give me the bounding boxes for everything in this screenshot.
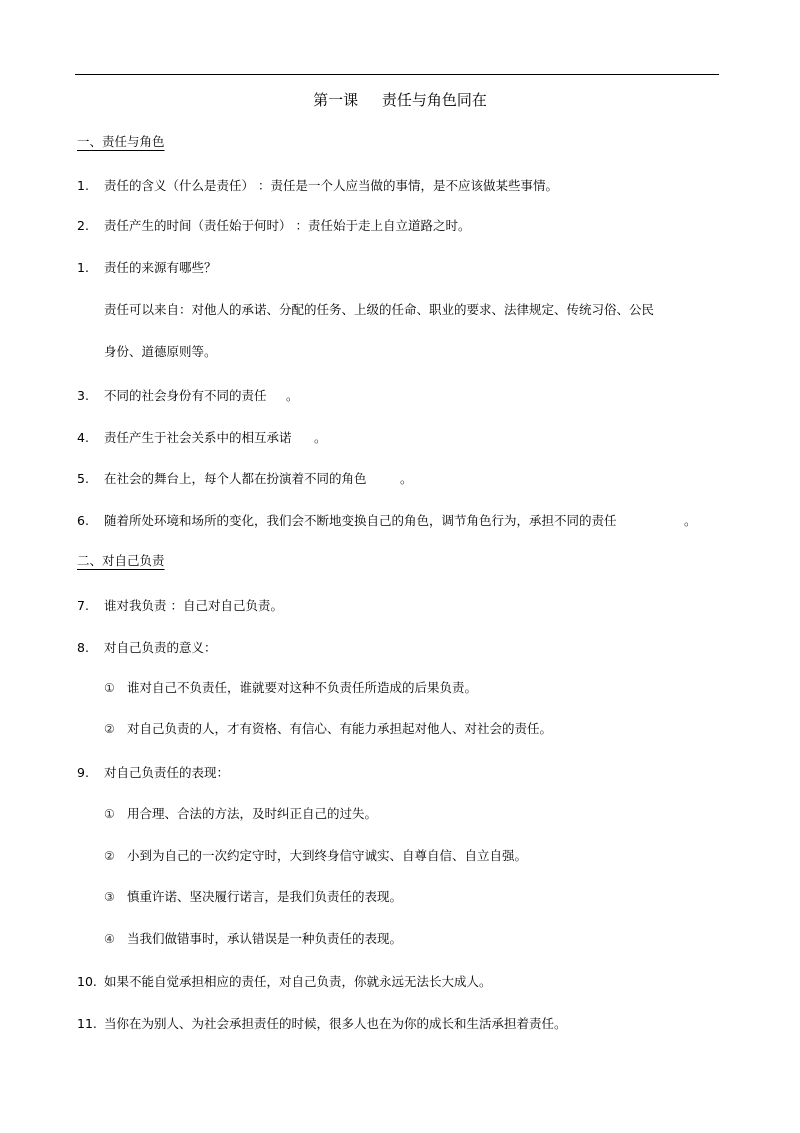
sub-item-text: 慎重许诺、坚决履行诺言，是我们负责任的表现。: [127, 889, 403, 904]
item-text: 当你在为别人、为社会承担责任的时候，很多人也在为你的成长和生活承担着责任。: [104, 1016, 567, 1031]
item-text: 在社会的舞台上，每个人都在扮演着不同的角色: [104, 471, 367, 486]
page-title: 第一课 责任与角色同在: [313, 91, 487, 109]
item-text: 责任产生的时间（责任始于何时） ：责任始于走上自立道路之时。: [104, 218, 471, 233]
sub-item-text: 小到为自己的一次约定守时，大到终身信守诚实、自尊自信、自立自强。: [127, 848, 528, 863]
circled-number: ②: [104, 722, 115, 736]
item-text: 如果不能自觉承担相应的责任，对自己负责，你就永远无法长大成人。: [104, 974, 492, 989]
item-number: 9.: [77, 765, 89, 780]
item-text: 对自己负责的意义：: [104, 640, 217, 655]
section-heading-1: 一、责任与角色: [77, 134, 165, 149]
trailing-period: 。: [684, 513, 697, 528]
item-text: 责任的含义（什么是责任） ：责任是一个人应当做的事情，是不应该做某些事情。: [104, 178, 558, 193]
sub-item-text: 用合理、合法的方法，及时纠正自己的过失。: [127, 806, 378, 821]
item-number: 4.: [77, 430, 89, 445]
circled-number: ③: [104, 890, 115, 904]
item-number: 3.: [77, 388, 89, 403]
trailing-period: 。: [314, 430, 327, 445]
top-rule: [75, 74, 719, 75]
item-text: 对自己负责任的表现：: [104, 765, 230, 780]
paragraph-line: 责任可以来自：对他人的承诺、分配的任务、上级的任命、职业的要求、法律规定、传统习俗、公民: [104, 302, 655, 317]
item-number: 8.: [77, 640, 89, 655]
circled-number: ①: [104, 807, 115, 821]
item-text: 谁对我负责 ：自己对自己负责。: [104, 598, 283, 613]
item-text: 责任产生于社会关系中的相互承诺: [104, 430, 292, 445]
item-text: 随着所处环境和场所的变化，我们会不断地变换自己的角色，调节角色行为，承担不同的责任: [104, 513, 617, 528]
trailing-period: 。: [286, 388, 299, 403]
item-number: 1.: [77, 178, 89, 193]
item-number: 6.: [77, 513, 89, 528]
trailing-period: 。: [400, 471, 413, 486]
circled-number: ④: [104, 932, 115, 946]
sub-item-text: 谁对自己不负责任，谁就要对这种不负责任所造成的后果负责。: [127, 680, 478, 695]
item-number: 2.: [77, 218, 89, 233]
item-number: 1.: [77, 260, 89, 275]
item-number: 11.: [77, 1016, 97, 1031]
section-heading-2: 二、对自己负责: [77, 553, 165, 568]
circled-number: ①: [104, 681, 115, 695]
paragraph-line: 身份、道德原则等。: [104, 344, 217, 359]
sub-item-text: 当我们做错事时，承认错误是一种负责任的表现。: [127, 931, 403, 946]
circled-number: ②: [104, 849, 115, 863]
item-number: 7.: [77, 598, 89, 613]
item-number: 10.: [77, 974, 97, 989]
sub-item-text: 对自己负责的人，才有资格、有信心、有能力承担起对他人、对社会的责任。: [127, 721, 553, 736]
item-number: 5.: [77, 471, 89, 486]
item-text: 责任的来源有哪些？: [104, 260, 217, 275]
item-text: 不同的社会身份有不同的责任: [104, 388, 267, 403]
